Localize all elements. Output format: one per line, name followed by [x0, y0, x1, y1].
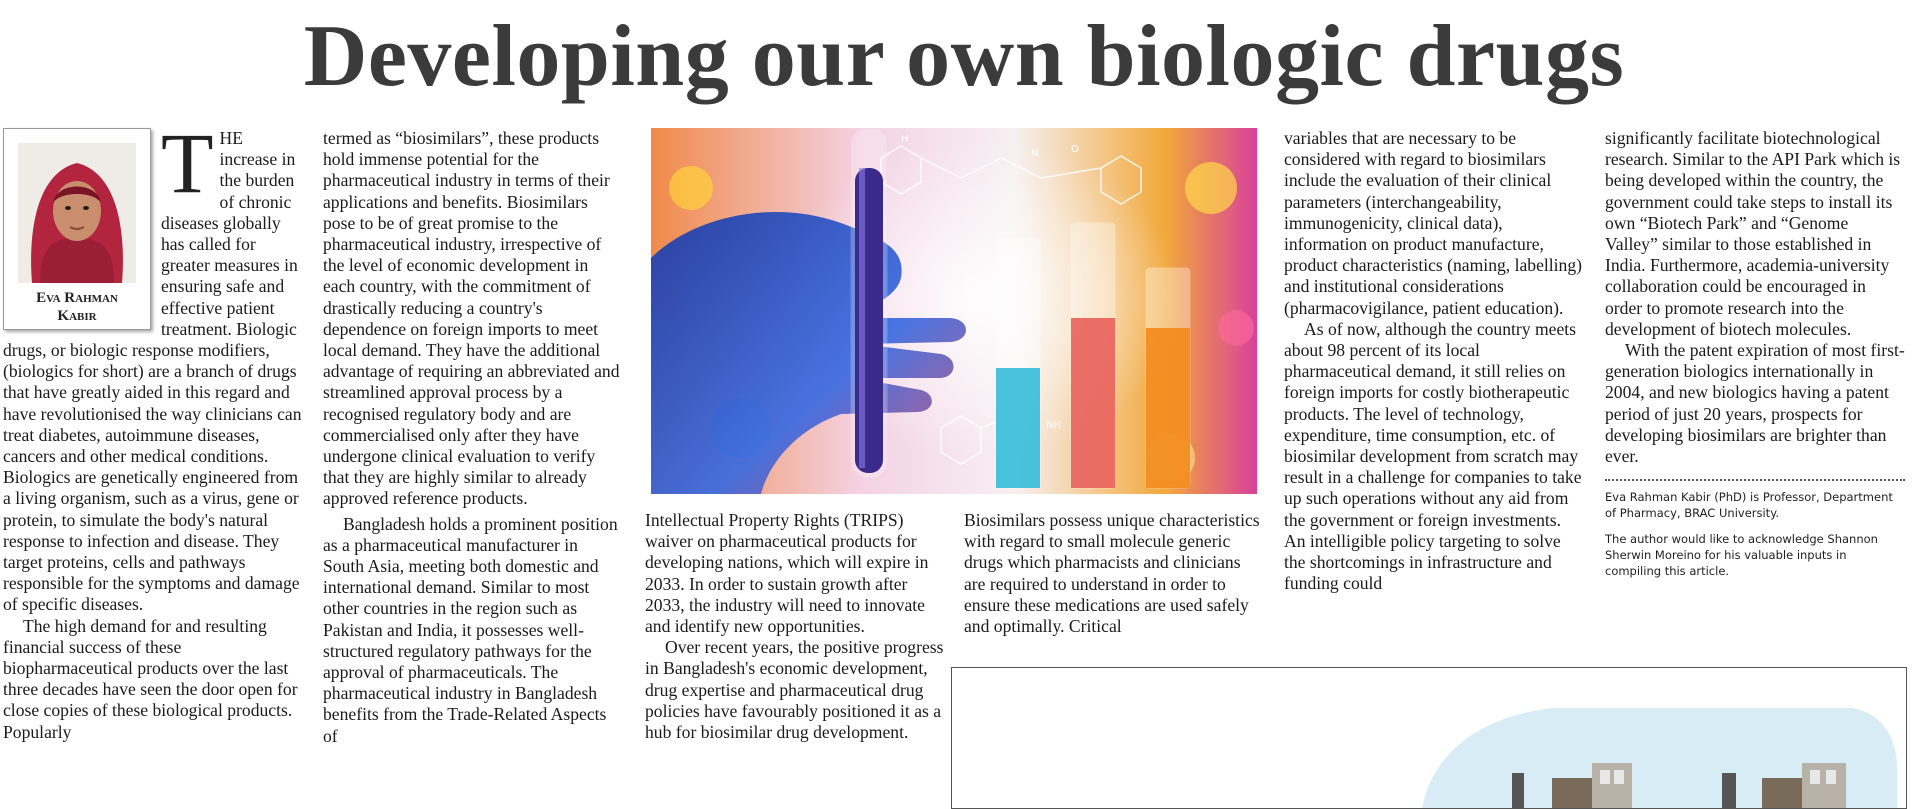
col5-paragraph-2: As of now, although the country meets about 98 percent of its local pharmaceutical demand, it still relies on foreign imports for costly biotherapeutic products. The level of technology, expenditure, time consumption, etc. of biosimilar development from scratch may result in a challenge for companies to take up such operations without any aid from the government or foreign investments. An intelligible policy targeting to solve the shortcomings in infrastructure and funding could: [1284, 318, 1582, 594]
col3-paragraph-2: Over recent years, the positive progress in Bangladesh's economic development, drug expertise and pharmaceutical drug policies have favourably positioned it as a hub for biosimilar drug development.: [645, 637, 944, 743]
lead-in: HE: [219, 128, 243, 148]
lab-photo-graphic: [651, 128, 1257, 494]
col2-paragraph-1: termed as “biosimilars”, these products hold immense potential for the pharmaceutical industry in terms of their applications and benefits. Biosimilars pose to be of great promise to the pharmaceutical industry, irrespective of the level of economic development in each country, with the commitment of drastically reducing a country's dependence on foreign imports to meet local demand. They have the additional advantage of requiring an abbreviated and streamlined approval process by a recognised regulatory body and are commercialised only after they have undergone clinical evaluation to verify that they are highly similar to already approved reference products.: [323, 128, 620, 509]
column-5: [1284, 128, 1584, 594]
author-name-line2: Kabir: [57, 308, 97, 324]
column-1: [3, 115, 303, 743]
column-6: [1605, 128, 1905, 589]
column-3: [645, 510, 945, 743]
column-2: [323, 128, 623, 747]
mol-label-h: H: [901, 134, 909, 145]
col4-paragraph-1: Biosimilars possess unique characteristics with regard to small molecule generic drugs which pharmacists and clinicians are required to understand in order to ensure these medications are used safely and optimally. Critical: [964, 510, 1260, 637]
mol-label-o1: O: [1071, 144, 1079, 155]
footnote-divider: [1605, 479, 1905, 481]
lab-photo: [651, 128, 1257, 494]
col2-paragraph-2: Bangladesh holds a prominent position as a pharmaceutical manufacturer in South Asia, meeting both domestic and international demand. Similar to most other countries in the region such as Pakistan and India, it possesses well-structured regulatory pathways for the approval of pharmaceuticals. The pharmaceutical industry in Bangladesh benefits from the Trade-Related Aspects of: [323, 513, 618, 746]
author-portrait: [18, 143, 136, 283]
column-4: [964, 510, 1264, 637]
advertisement-box: [951, 667, 1907, 809]
dropcap: T: [161, 115, 214, 211]
footnote: [1605, 489, 1905, 579]
ad-building-graphic: [952, 668, 1906, 808]
author-name-line1: Eva Rahman: [36, 290, 118, 306]
headline: Developing our own biologic drugs: [303, 8, 1625, 105]
col3-paragraph-1: Intellectual Property Rights (TRIPS) waiver on pharmaceutical products for developing nations, which will expire in 2033. In order to sustain growth after 2033, the industry will need to innovate and identify new opportunities.: [645, 510, 929, 637]
mol-label-n1: N: [1031, 148, 1039, 159]
col1-p1-text: increase in the burden of chronic diseases globally has called for greater measures in ensuring safe and effective patient treatment. Biologic drugs, or biologic response modifiers, (biologics for short) are a branch of drugs that have greatly aided in this regard and have revolutionised the way clinicians can treat diabetes, autoimmune diseases, cancers and other medical conditions. Biologics are genetically engineered from a living organism, such as a virus, gene or protein, to simulate the body's natural response to infection and disease. They target proteins, cells and pathways responsible for the symptoms and damage of specific diseases.: [3, 149, 302, 615]
col5-paragraph-1: variables that are necessary to be considered with regard to biosimilars include the evaluation of their clinical parameters (interchangeability, immunogenicity, clinical data), information on product manufacture, product characteristics (naming, labelling) and institutional considerations (pharmacovigilance, patient education).: [1284, 128, 1583, 318]
mol-label-nh: NH: [1046, 420, 1061, 431]
author-photo: [18, 143, 136, 283]
author-name: [4, 289, 150, 325]
col1-paragraph-2: The high demand for and resulting financial success of these biopharmaceutical products over the last three decades have seen the door open for close copies of these biological products. Popularly: [3, 615, 298, 742]
author-bio: Eva Rahman Kabir (PhD) is Professor, Department of Pharmacy, BRAC University.: [1605, 490, 1893, 521]
col6-paragraph-1: significantly facilitate biotechnological research. Similar to the API Park which is being developed within the country, the government could take steps to install its own “Biotech Park” and “Genome Valley” similar to those established in India. Furthermore, academia-university collaboration could be encouraged in order to promote research into the development of biotech molecules.: [1605, 128, 1901, 339]
acknowledgement: The author would like to acknowledge Shannon Sherwin Moreino for his valuable inputs in compiling this article.: [1605, 532, 1878, 579]
author-box: [3, 128, 151, 330]
col6-paragraph-2: With the patent expiration of most first-generation biologics internationally in 2004, and new biologics having a patent period of just 20 years, prospects for developing biosimilars are brighter than ever.: [1605, 340, 1905, 467]
